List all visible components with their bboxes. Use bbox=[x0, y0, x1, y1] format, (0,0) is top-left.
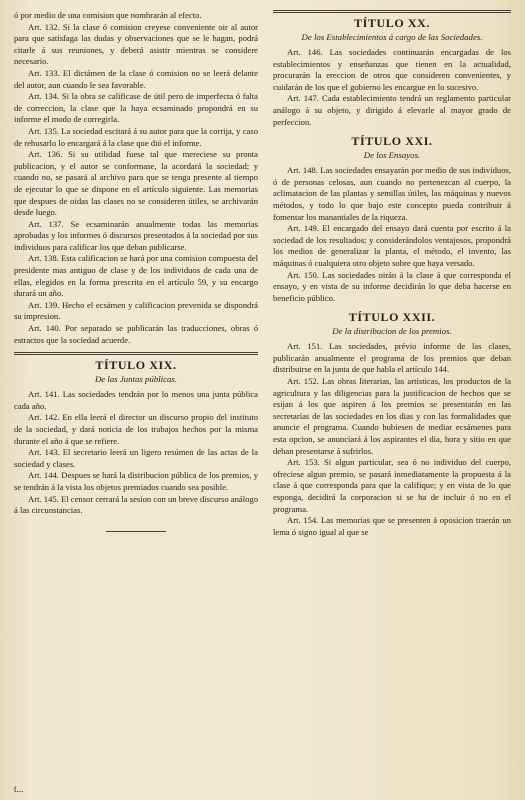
article-145: Art. 145. El censor cerrará la sesion con un breve discurso análogo á las circunstancias. bbox=[14, 493, 258, 516]
right-column bbox=[273, 10, 511, 538]
page-folio: t... bbox=[14, 784, 24, 794]
article-144: Art. 144. Despues se hará la distribucion pública de los premios, y se tendrán á la vista los objetos premiados cuando sea posible. bbox=[14, 470, 258, 492]
article-134: Art. 134. Si la obra se calificase de útil pero de imperfecta ó falta de correccion, la clase que la haya ecsaminado propondrá en su informe el modo de corregirla. bbox=[14, 91, 258, 125]
section-title: TÍTULO XXI. bbox=[351, 134, 433, 149]
article-154: Art. 154. Las memorias que se presenten á oposicion traerán un lema ó signo igual al que se bbox=[273, 515, 511, 537]
article-147: Art. 147. Cada establecimiento tendrá un reglamento particular análogo á su objeto, y dirigido á elevarle al mayor grado de perfeccion. bbox=[273, 93, 511, 127]
article-133: Art. 133. El dictámen de la clase ó comision no se leerá delante del autor, aun cuando le sea favorable. bbox=[14, 67, 258, 90]
section-title: TÍTULO XX. bbox=[353, 16, 430, 30]
article-150: Art. 150. Las sociedades oirán á la clase á que corresponda el ensayo, y en vista de su informe decidirán lo que deba hacerse en beneficio público. bbox=[273, 269, 511, 303]
article-132: Art. 132. Si la clase ó comision creyese conveniente oir al autor para que satisfaga las dudas y observaciones que se le hagan, podrá citarle á sus reuniones, y deberá asistir mientras se considere necesario. bbox=[14, 21, 258, 67]
article-149: Art. 149. El encargado del ensayo dará cuenta por escrito á la sociedad de los resultados; y considerándolos ventajosos, propondrá los medios de generalizar la planta, el método, el invento, las máquinas ó cualquiera otro objeto sobre que haya versado. bbox=[273, 223, 511, 268]
section-subtitle: De los Ensayos. bbox=[363, 150, 421, 161]
section-subtitle: De las Juntas públicas. bbox=[94, 374, 178, 385]
article-146: Art. 146. Las sociedades continuarán encargadas de los establecimientos y enseñanzas que tienen en la actualidad, procurarán la ereccion de otros que consideren convenientes, y cuidarán de los que el gobierno les encargue en lo sucesivo. bbox=[273, 47, 511, 92]
article-136: Art. 136. Si su utilidad fuese tal que mereciese su pronta publicacion, y el autor se conformase, la acordará la sociedad; y cuando no, se pasará al archivo para que se tenga presente al tiempo de ejecutar lo que se dispone en el artículo siguiente. Las memorias que despues de oidas las clases no se consideren útiles, se archivarán desde luego. bbox=[14, 149, 258, 218]
left-column bbox=[14, 10, 258, 538]
article-151: Art. 151. Las sociedades, prévio informe de las clases, publicarán anualmente el programa de los premios que deban distribuirse en la junta de que habla el artículo 144. bbox=[273, 341, 511, 375]
article-138: Art. 138. Esta calificacion se hará por una comision compuesta del presidente mas antiguo de clase y de los individuos de cada una de ellas, elegidos en la forma prescrita en el artículo 59, y su encargo durará un año. bbox=[14, 253, 258, 299]
article-140: Art. 140. Por separado se publicarán las traducciones, obras ó estractos que la sociedad acuerde. bbox=[14, 323, 258, 345]
section-titulo-xxii bbox=[273, 310, 511, 337]
article-142: Art. 142. En ella leerá el director un discurso propio del instituto de la sociedad, y dará noticia de los trabajos hechos por la misma durante el año á que se refiere. bbox=[14, 412, 258, 446]
section-title: TÍTULO XXII. bbox=[348, 310, 436, 325]
section-titulo-xix bbox=[14, 352, 258, 385]
article-137: Art. 137. Se ecsaminarán anualmente todas las memorias aprobadas y los informes ó discursos presentados á la sociedad por sus individuos para calificar los que deban publicarse. bbox=[14, 218, 258, 252]
paragraph: ó por medio de una comision que nombrarán al efecto. bbox=[14, 10, 202, 20]
article-148: Art. 148. Las sociedades ensayarán por medio de sus individuos, ó de personas celosas, aun cuando no pertenezcan al cuerpo, la aclimatacion de las plantas y semillas útiles, las máquinas y nuevos métodos, y todo lo que bajo este concepto pueda contribuir á fomentar los manantiales de la riqueza. bbox=[273, 165, 511, 222]
article-141: Art. 141. Las sociedades tendrán por lo menos una junta pública cada año. bbox=[14, 389, 258, 411]
article-153: Art. 153. Si algun particular, sea ó no individuo del cuerpo, ofreciese algun premio, se pasará inmediatamente la propuesta á la clase á que corresponda para que la califique; y en vista de lo que esponga, decidirá la corporacion si se ha de incluir ó no en el programa. bbox=[273, 457, 511, 514]
section-subtitle: De la distribucion de los premios. bbox=[332, 326, 452, 337]
article-135: Art. 135. La sociedad escitará á su autor para que la corrija, y caso de rehusarlo lo encargará á la clase que dió el informe. bbox=[14, 125, 258, 148]
section-rule bbox=[273, 10, 511, 13]
article-139: Art. 139. Hecho el ecsámen y calificacion prevenida se dispondrá su impresion. bbox=[14, 299, 258, 322]
two-column-layout bbox=[14, 10, 511, 538]
end-rule bbox=[106, 531, 166, 532]
section-subtitle: De los Establecimientos á cargo de las Sociedades. bbox=[301, 32, 483, 42]
section-titulo-xx bbox=[273, 10, 511, 43]
section-rule bbox=[14, 352, 258, 355]
section-titulo-xxi bbox=[273, 134, 511, 161]
section-title: TÍTULO XIX. bbox=[95, 358, 177, 373]
article-143: Art. 143. El secretario leerá un ligero resúmen de las actas de la sociedad y clases. bbox=[14, 447, 258, 469]
article-152: Art. 152. Las obras literarias, las artísticas, los productos de la agricultura y las diligencias para la justificacion de hechos que se esijan á los que aspiren á los premios se presentarán en las secretarías de las sociedades en los dias y con las formalidades que anuncie el programa. Cuando hubiesen de mediar ecsámenes para esta opcion, se anunciará á los aspirantes el dia, hora y sitio en que deban presentarse á sufrirlos. bbox=[273, 376, 511, 456]
